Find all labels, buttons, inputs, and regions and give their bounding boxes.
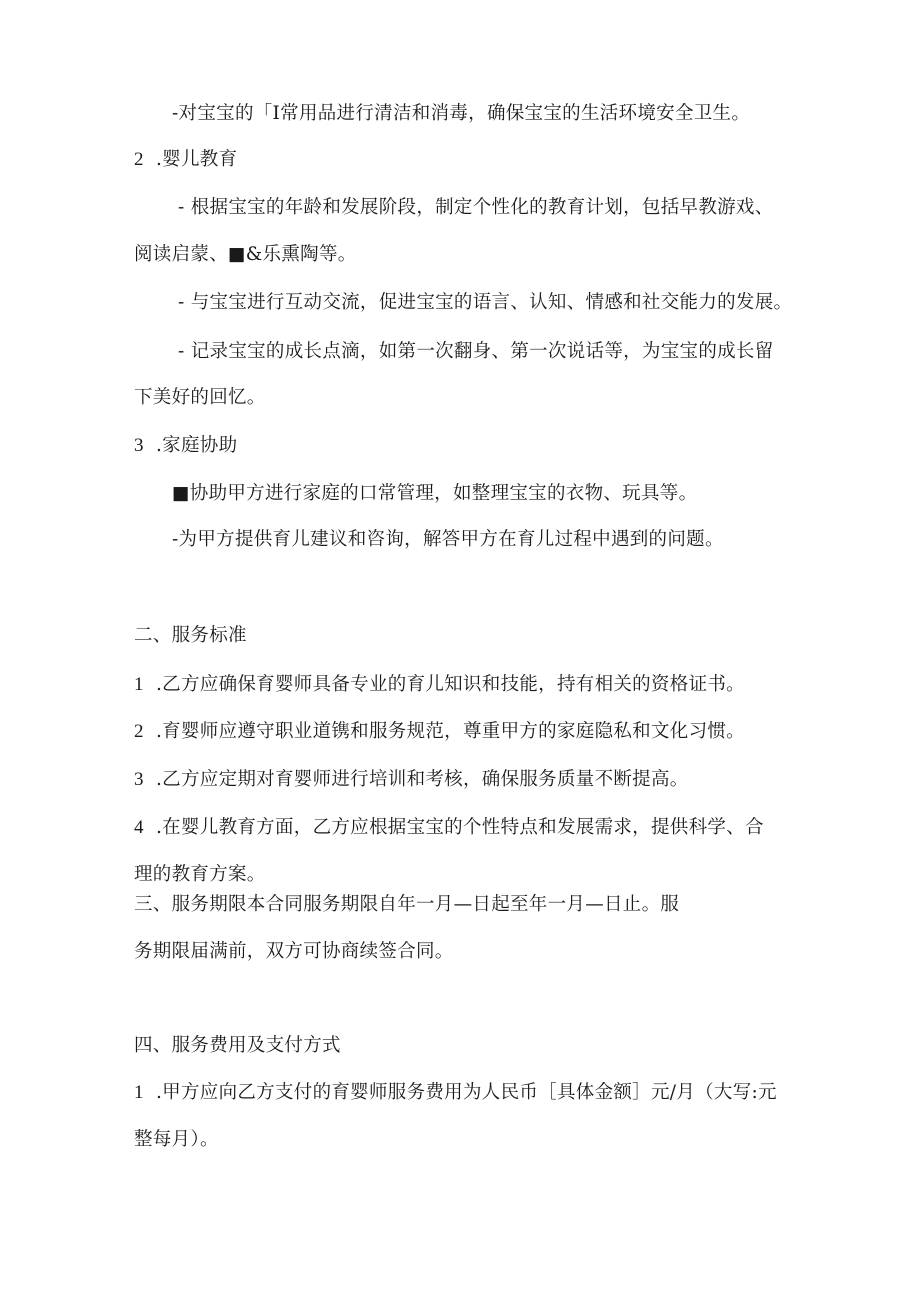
text-line-hygiene: -对宝宝的「I常用品进行清洁和消毒，确保宝宝的生活环境安全卫生。 [172, 103, 751, 124]
heading-fees-payment: 四、服务费用及支付方式 [134, 1035, 341, 1056]
text-line-interaction: - 与宝宝进行互动交流，促进宝宝的语言、认知、情感和社交能力的发展。 [178, 292, 793, 313]
text-line-parenting-advice: -为甲方提供育儿建议和咨询，解答甲方在育儿过程中遇到的问题。 [172, 529, 724, 550]
list-item-standard-4-cont: 理的教育方案。 [134, 864, 266, 885]
text-line-education-plan: - 根据宝宝的年龄和发展阶段，制定个性化的教育计划，包括早教游戏、 [178, 197, 774, 218]
text-line-growth-record-cont: 下美好的回忆。 [134, 387, 266, 408]
list-item-fee-1-cont: 整每月）。 [134, 1129, 219, 1150]
section-number: 3 [134, 435, 144, 456]
section-heading-family-assist [134, 434, 237, 458]
section-heading-infant-education [134, 148, 237, 172]
text-line-service-term-cont: 务期限届满前，双方可协商续签合同。 [134, 941, 454, 962]
heading-service-term: 三、服务期限本合同服务期限自年一月—日起至年一月—日止。服 [134, 894, 680, 915]
list-item-fee-1 [134, 1081, 777, 1105]
list-item-standard-2 [134, 720, 745, 744]
item-number: 3 [134, 769, 144, 790]
list-item-standard-3 [134, 768, 689, 792]
text-line-daily-management: ■协助甲方进行家庭的口常管理，如整理宝宝的衣物、玩具等。 [172, 483, 698, 504]
item-number: 1 [134, 674, 144, 695]
list-item-standard-4 [134, 816, 764, 840]
heading-service-standards: 二、服务标准 [134, 625, 247, 646]
text-line-growth-record: - 记录宝宝的成长点滴，如第一次翻身、第一次说话等，为宝宝的成长留 [178, 341, 774, 362]
section-number: 2 [134, 149, 144, 170]
section-title: .家庭协助 [156, 435, 238, 456]
section-title: .婴儿教育 [156, 149, 238, 170]
item-text: .在婴儿教育方面，乙方应根据宝宝的个性特点和发展需求，提供科学、合 [156, 817, 764, 838]
item-number: 4 [134, 817, 144, 838]
item-text: .育婴师应遵守职业道镌和服务规范，尊重甲方的家庭隐私和文化习惯。 [156, 721, 745, 742]
item-number: 1 [134, 1082, 144, 1103]
item-text: .甲方应向乙方支付的育婴师服务费用为人民币［具体金额］元/月（大写:元 [156, 1082, 777, 1103]
item-text: .乙方应确保育婴师具备专业的育儿知识和技能，持有相关的资格证书。 [156, 674, 745, 695]
item-text: .乙方应定期对育婴师进行培训和考核，确保服务质量不断提高。 [156, 769, 689, 790]
list-item-standard-1 [134, 673, 745, 697]
item-number: 2 [134, 721, 144, 742]
text-line-education-plan-cont: 阅读启蒙、■&乐熏陶等。 [134, 244, 357, 265]
